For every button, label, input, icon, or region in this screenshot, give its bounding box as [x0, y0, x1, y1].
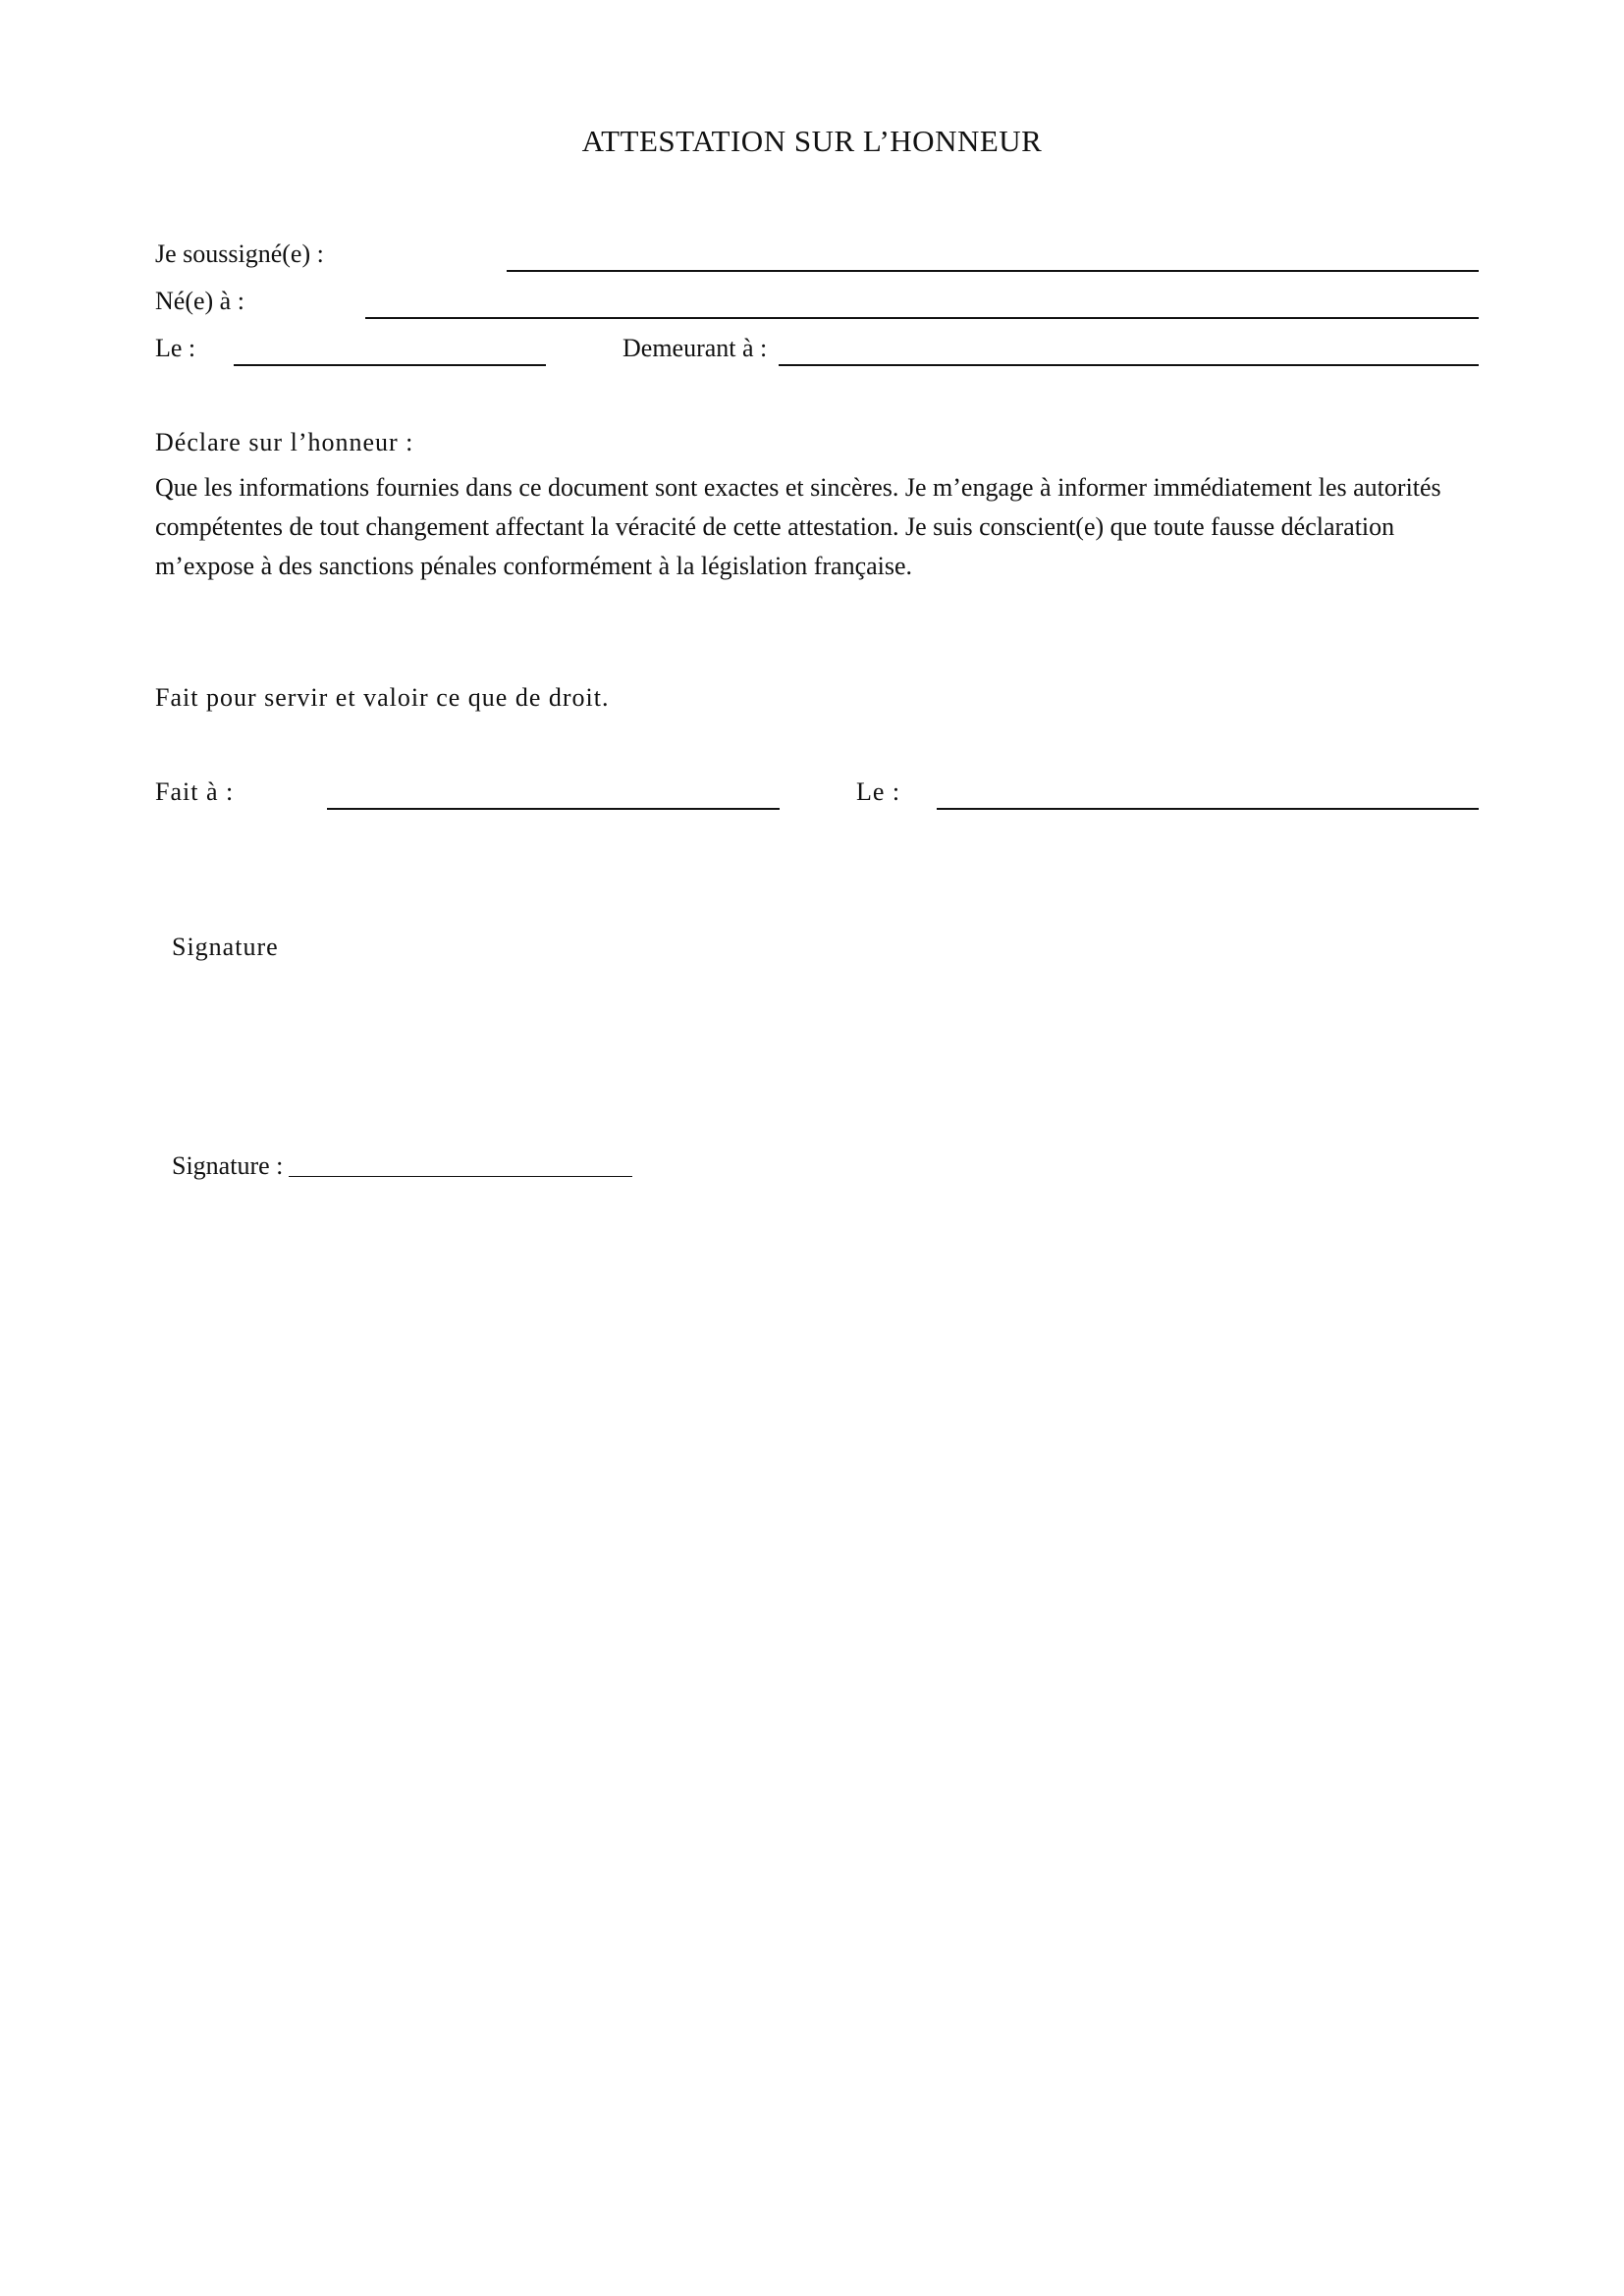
birthdate-label: Le : [155, 334, 196, 362]
soussigne-field[interactable] [507, 270, 1479, 272]
birthdate-field[interactable] [234, 364, 546, 366]
declaration-paragraph: Que les informations fournies dans ce document sont exactes et sincères. Je m’engage à informer immédiatement les autorités compétentes de tout changement affectant la véracité de cette attestation. Je suis conscient(e) que toute fausse déclaration m’expose à des sanctions pénales conformément à la législation française. [155, 473, 1441, 580]
birthplace-label: Né(e) à : [155, 287, 244, 315]
signature-field[interactable] [289, 1176, 632, 1177]
date-field[interactable] [937, 808, 1479, 810]
address-field[interactable] [779, 364, 1479, 366]
signature-heading: Signature [172, 933, 279, 961]
signature-label: Signature : [172, 1151, 284, 1180]
place-field[interactable] [327, 808, 780, 810]
closing-formula: Fait pour servir et valoir ce que de droit. [155, 683, 610, 712]
address-label: Demeurant à : [623, 334, 768, 362]
soussigne-label: Je soussigné(e) : [155, 240, 324, 268]
declaration-heading: Déclare sur l’honneur : [155, 428, 414, 456]
birthplace-field[interactable] [365, 317, 1479, 319]
date-label: Le : [856, 777, 901, 806]
place-label: Fait à : [155, 777, 235, 806]
signature-row [172, 1151, 632, 1181]
document-title: ATTESTATION SUR L’HONNEUR [581, 124, 1043, 158]
